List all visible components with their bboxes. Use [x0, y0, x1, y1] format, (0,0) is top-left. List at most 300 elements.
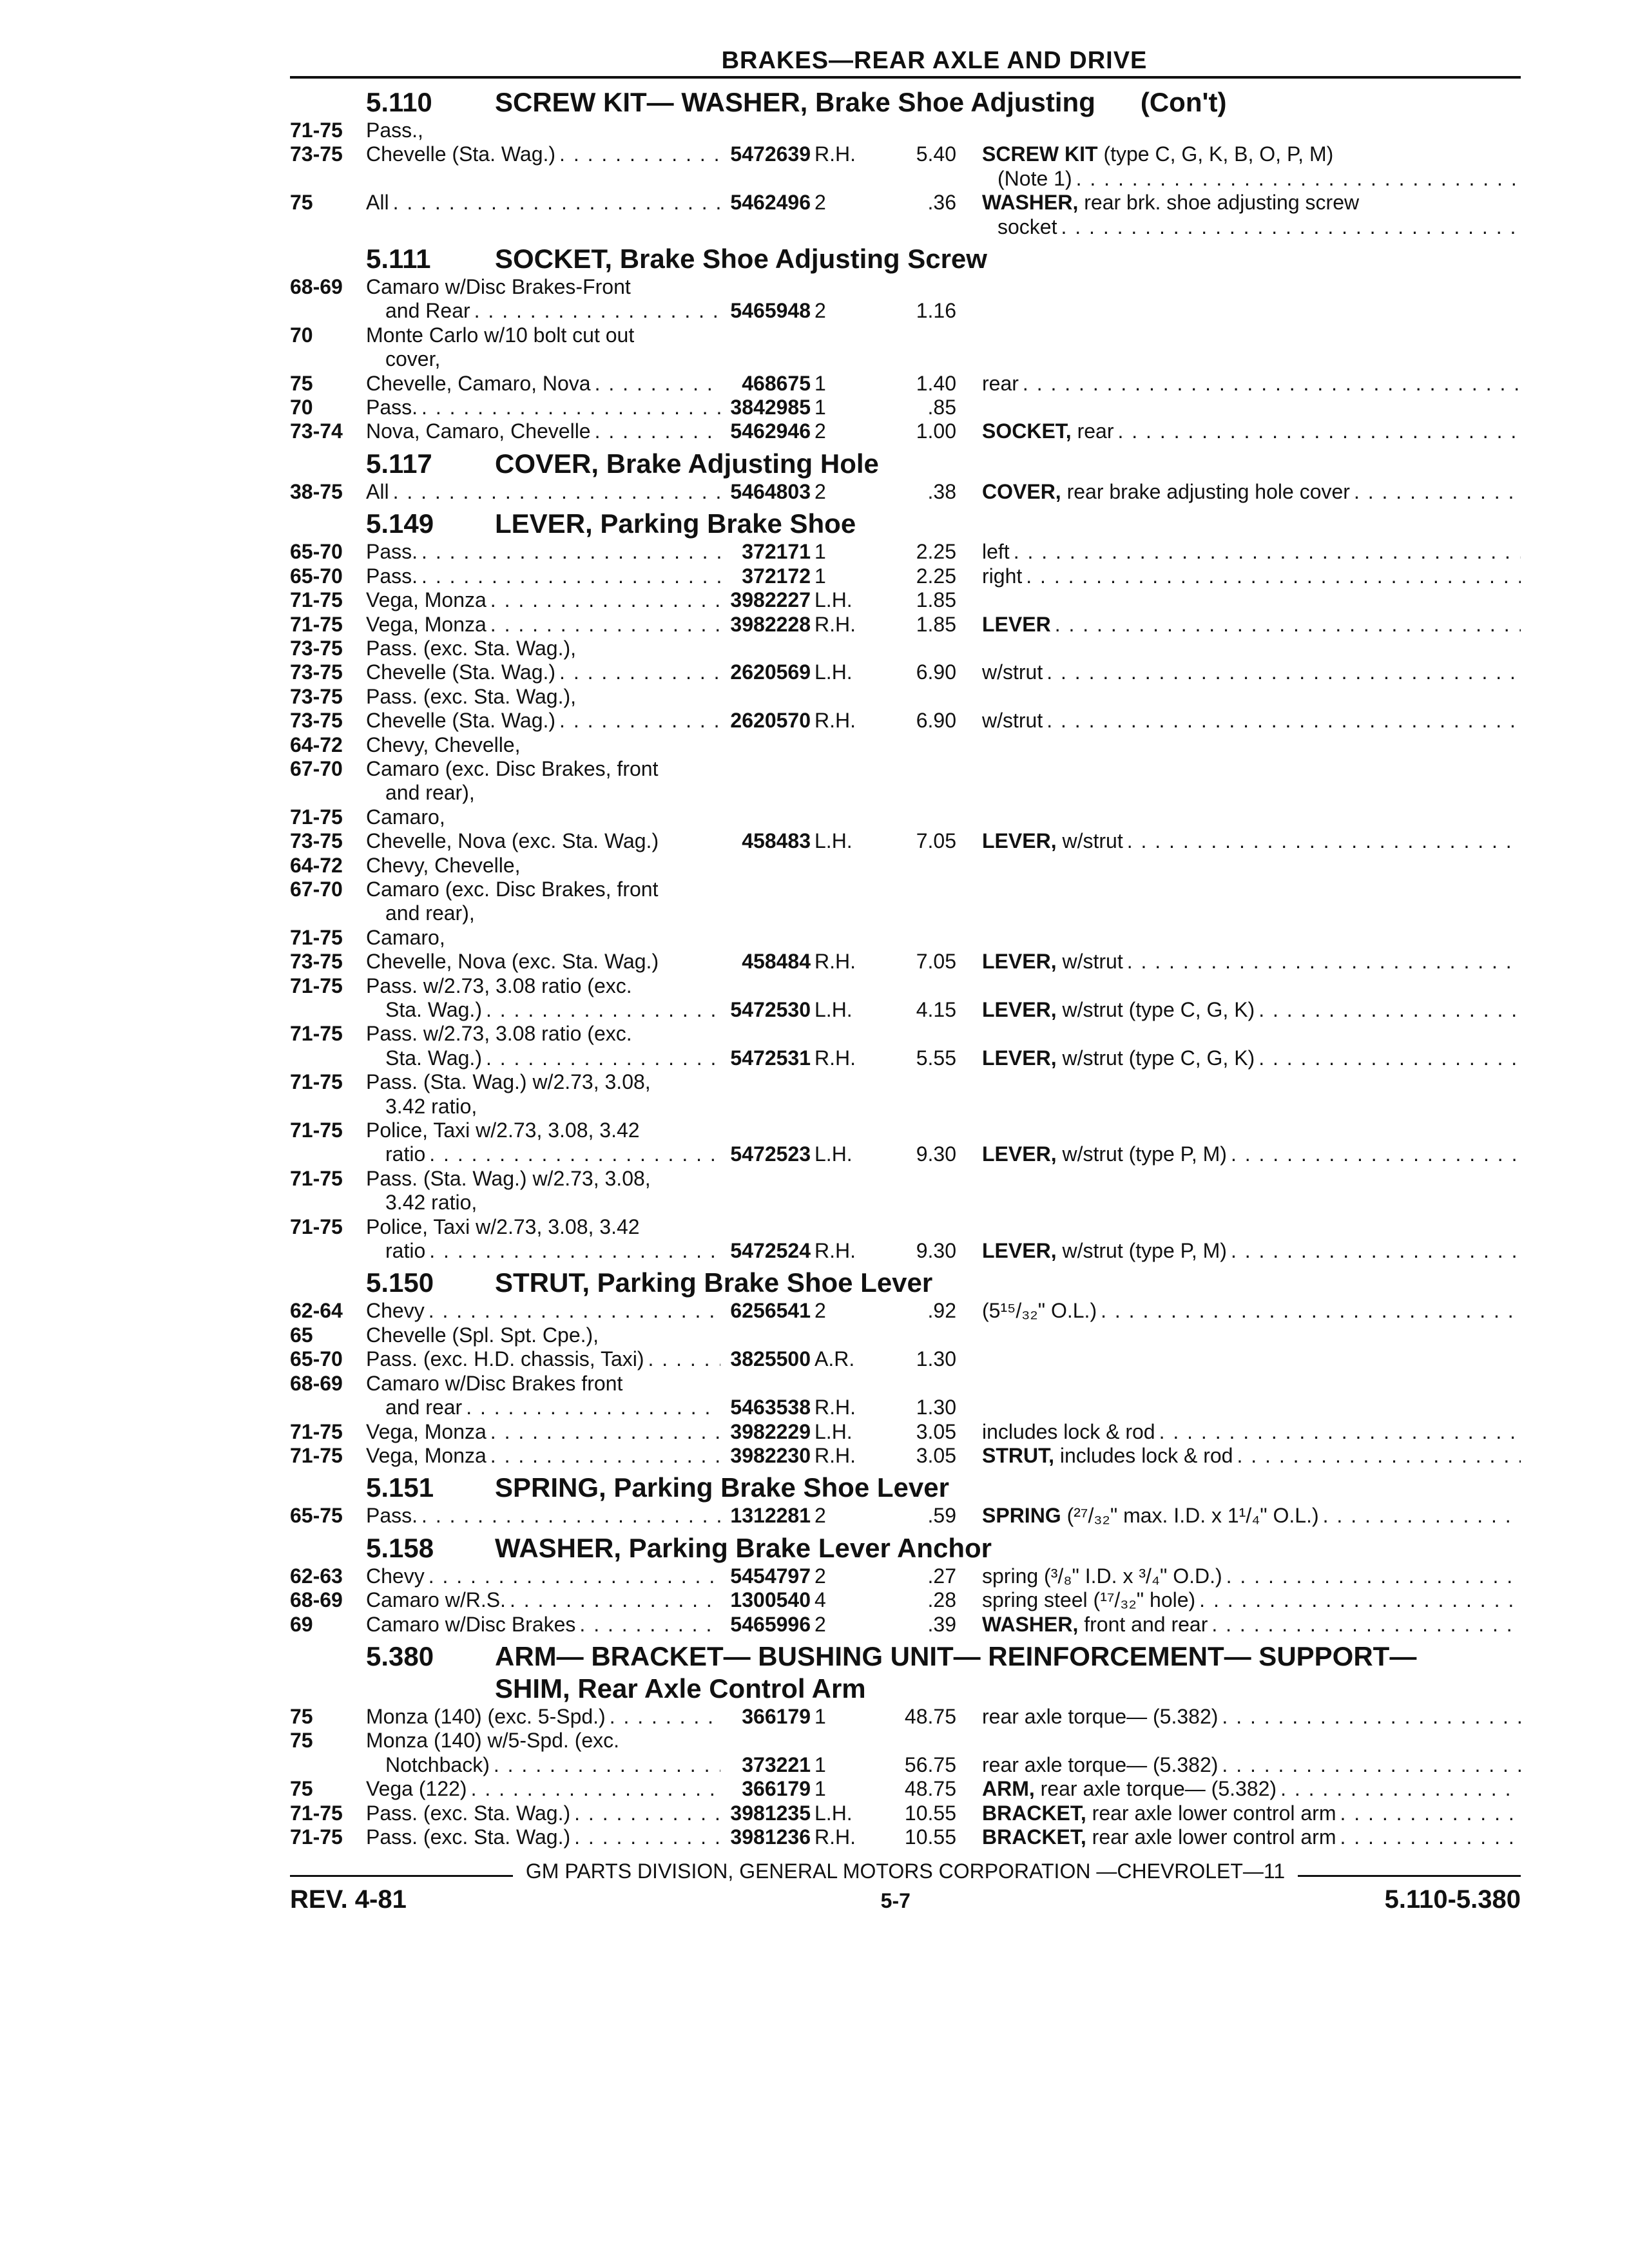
- table-row: [290, 613, 1521, 637]
- section-title: [290, 1532, 1521, 1564]
- application-text: Vega (122): [366, 1777, 467, 1801]
- price: .85: [927, 396, 956, 419]
- quantity: 1: [815, 1704, 826, 1728]
- table-row: [290, 733, 1521, 757]
- application-text: Monza (140) (exc. 5-Spd.): [366, 1704, 606, 1728]
- dot-leader: [1046, 660, 1521, 684]
- part-number: 5472530: [730, 998, 811, 1021]
- description-cell: [956, 215, 1521, 239]
- table-row: [290, 1022, 1521, 1046]
- dot-leader: [510, 1588, 720, 1612]
- section-number: 5.150: [366, 1267, 434, 1298]
- price: 3.05: [916, 1419, 956, 1443]
- model-years: 71-75: [290, 1215, 343, 1238]
- description-detail: w/strut: [982, 709, 1043, 733]
- dot-leader: [1237, 1444, 1521, 1468]
- application-text: Vega, Monza: [366, 588, 487, 612]
- application-cell: [366, 419, 720, 443]
- description-cell: [956, 998, 1521, 1022]
- price: 9.30: [916, 1239, 956, 1263]
- description-detail: (5¹⁵/₃₂" O.L.): [982, 1299, 1097, 1323]
- application-cell: [366, 1022, 720, 1046]
- description-cell: [956, 1420, 1521, 1444]
- dot-leader: [559, 709, 720, 733]
- application-text: Pass. (Sta. Wag.) w/2.73, 3.08,: [366, 1166, 651, 1190]
- quantity: 2: [815, 419, 826, 443]
- application-cell: [366, 1825, 720, 1849]
- application-text: Camaro (exc. Disc Brakes, front: [366, 877, 659, 901]
- description-cell: [956, 1802, 1521, 1825]
- section-number: 5.151: [366, 1472, 434, 1503]
- application-cell: [366, 1504, 720, 1528]
- description-part-name: LEVER,: [982, 1239, 1057, 1263]
- quantity: 2: [815, 1299, 826, 1323]
- model-years: 71-75: [290, 1443, 343, 1467]
- dot-leader: [421, 396, 720, 419]
- table-row: [290, 167, 1521, 191]
- price: 10.55: [904, 1801, 956, 1825]
- application-text: Camaro w/Disc Brakes-Front: [366, 275, 631, 299]
- part-number: 1312281: [730, 1504, 811, 1528]
- description-detail: left: [982, 540, 1010, 564]
- dot-leader: [1159, 1420, 1521, 1444]
- application-cell: [366, 1802, 720, 1825]
- part-number: 373221: [742, 1753, 811, 1776]
- dot-leader: [1354, 480, 1521, 504]
- table-row: [290, 1777, 1521, 1801]
- application-text: Chevy, Chevelle,: [366, 733, 521, 756]
- description-cell: [956, 1588, 1521, 1612]
- table-row: [290, 1142, 1521, 1166]
- description-detail: w/strut: [1056, 829, 1123, 853]
- description-text: [982, 1142, 1227, 1166]
- dot-leader: [421, 1504, 720, 1528]
- model-years: 71-75: [290, 1070, 343, 1094]
- section-heading: [495, 508, 1521, 540]
- part-number: 5472531: [730, 1046, 811, 1070]
- table-row: [290, 1191, 1521, 1215]
- quantity: 1: [815, 396, 826, 419]
- table-row: [290, 480, 1521, 504]
- table-row: [290, 685, 1521, 709]
- part-number: 458483: [742, 829, 811, 853]
- table-row: [290, 757, 1521, 781]
- model-years: 71-75: [290, 588, 343, 612]
- description-detail: w/strut (type P, M): [1056, 1239, 1227, 1263]
- application-cell: [366, 1372, 720, 1396]
- header-rule: [290, 76, 1521, 79]
- application-text: Vega, Monza: [366, 612, 487, 636]
- application-text: Pass. w/2.73, 3.08 ratio (exc.: [366, 1022, 632, 1046]
- application-cell: [366, 1215, 720, 1239]
- table-row: [290, 1588, 1521, 1612]
- section-heading: [495, 86, 1521, 119]
- dot-leader: [393, 191, 720, 215]
- price: 1.40: [916, 371, 956, 395]
- description-text: [982, 1705, 1218, 1729]
- model-years: 73-75: [290, 829, 343, 853]
- price: .27: [927, 1564, 956, 1588]
- application-cell: [366, 480, 720, 504]
- application-cell: [366, 926, 720, 950]
- model-years: 71-75: [290, 1166, 343, 1190]
- application-cell: [366, 119, 720, 142]
- model-years: 71-75: [290, 1022, 343, 1046]
- application-cell: [366, 1070, 720, 1094]
- description-part-name: LEVER,: [982, 829, 1057, 853]
- quantity: 1: [815, 1777, 826, 1801]
- description-text: [982, 215, 1057, 239]
- application-cell: [366, 372, 720, 396]
- model-years: 62-64: [290, 1299, 343, 1323]
- description-text: [982, 419, 1113, 443]
- description-detail: w/strut (type P, M): [1056, 1142, 1227, 1166]
- quantity: 1: [815, 371, 826, 395]
- description-cell: [956, 540, 1521, 564]
- dot-leader: [429, 1142, 720, 1166]
- section-number: 5.158: [366, 1532, 434, 1563]
- quantity: 2: [815, 1504, 826, 1528]
- dot-leader: [393, 480, 720, 504]
- model-years: 68-69: [290, 1588, 343, 1612]
- application-text: 3.42 ratio,: [385, 1191, 477, 1215]
- quantity: R.H.: [815, 1825, 856, 1849]
- application-text: Chevelle, Nova (exc. Sta. Wag.): [366, 950, 659, 974]
- description-text: [982, 1504, 1319, 1528]
- price: .39: [927, 1612, 956, 1636]
- part-number: 366179: [742, 1777, 811, 1801]
- application-cell: [366, 1705, 720, 1729]
- part-number: 3842985: [730, 396, 811, 419]
- section-number: 5.117: [366, 448, 432, 479]
- sections-container: [290, 86, 1521, 1849]
- quantity: L.H.: [815, 588, 853, 612]
- dot-leader: [1127, 829, 1521, 853]
- model-years: 67-70: [290, 877, 343, 901]
- application-text: Camaro w/R.S.: [366, 1588, 506, 1612]
- model-years: 71-75: [290, 612, 343, 636]
- description-cell: [956, 1239, 1521, 1263]
- part-number: 1300540: [730, 1588, 811, 1612]
- part-number: 3982228: [730, 612, 811, 636]
- section-heading: [495, 243, 1521, 275]
- description-detail: includes lock & rod: [1054, 1443, 1233, 1467]
- description-detail: right: [982, 564, 1023, 588]
- description-text: [982, 660, 1043, 684]
- application-text: Chevelle, Camaro, Nova: [366, 371, 591, 395]
- table-row: [290, 215, 1521, 239]
- application-cell: [366, 588, 720, 612]
- dot-leader: [474, 299, 720, 323]
- table-row: [290, 1239, 1521, 1263]
- description-cell: [956, 1613, 1521, 1637]
- dot-leader: [490, 588, 720, 612]
- table-row: [290, 1299, 1521, 1323]
- dot-leader: [595, 372, 720, 396]
- table-row: [290, 275, 1521, 299]
- dot-leader: [1211, 1613, 1521, 1637]
- section-heading-text: STRUT, Parking Brake Shoe Lever: [495, 1267, 933, 1298]
- dot-leader: [471, 1777, 720, 1801]
- application-text: Pass.: [366, 1504, 418, 1528]
- model-years: 70: [290, 323, 313, 347]
- part-number: 458484: [742, 950, 811, 974]
- description-cell: [956, 1777, 1521, 1801]
- description-text: [982, 998, 1255, 1022]
- part-number: 5464803: [730, 479, 811, 503]
- price: 10.55: [904, 1825, 956, 1849]
- description-part-name: LEVER,: [982, 950, 1057, 974]
- application-cell: [366, 1167, 720, 1191]
- table-row: [290, 1323, 1521, 1347]
- page-header-title: BRAKES—REAR AXLE AND DRIVE: [721, 47, 1148, 74]
- description-detail: rear axle torque— (5.382): [982, 1753, 1219, 1776]
- section-heading-text: WASHER, Parking Brake Lever Anchor: [495, 1532, 992, 1563]
- description-detail: rear: [982, 371, 1019, 395]
- model-years: 70: [290, 396, 313, 419]
- description-cell: [956, 1753, 1521, 1777]
- application-text: Camaro w/Disc Brakes: [366, 1612, 576, 1636]
- section-number: 5.380: [366, 1640, 434, 1671]
- dot-leader: [1117, 419, 1521, 443]
- part-number: 3982229: [730, 1419, 811, 1443]
- description-text: [982, 167, 1072, 191]
- application-text: Monza (140) w/5-Spd. (exc.: [366, 1729, 620, 1753]
- model-years: 71-75: [290, 925, 343, 949]
- application-cell: [366, 191, 720, 215]
- application-text: Camaro w/Disc Brakes front: [366, 1371, 623, 1395]
- price: 7.05: [916, 829, 956, 853]
- description-detail: (²⁷/₃₂" max. I.D. x 1¹/₄" O.L.): [1061, 1504, 1319, 1528]
- model-years: 73-75: [290, 709, 343, 733]
- part-number: 372172: [742, 564, 811, 588]
- price: 1.00: [916, 419, 956, 443]
- application-text: Chevelle (Sta. Wag.): [366, 660, 556, 684]
- table-row: [290, 1420, 1521, 1444]
- description-detail: w/strut: [1056, 950, 1123, 974]
- description-part-name: LEVER,: [982, 1142, 1057, 1166]
- description-text: [982, 1613, 1208, 1637]
- quantity: A.R.: [815, 1347, 855, 1371]
- application-cell: [366, 1323, 720, 1347]
- table-row: [290, 1504, 1521, 1528]
- model-years: 75: [290, 371, 313, 395]
- model-years: 71-75: [290, 1419, 343, 1443]
- application-text: ratio: [385, 1142, 426, 1166]
- section-heading-text: SPRING, Parking Brake Shoe Lever: [495, 1472, 949, 1503]
- section-heading-text: LEVER, Parking Brake Shoe: [495, 508, 856, 539]
- model-years: 71-75: [290, 1825, 343, 1849]
- section-title: [290, 1267, 1521, 1299]
- application-text: Sta. Wag.): [385, 1046, 482, 1070]
- section-title: [290, 86, 1521, 119]
- application-text: Camaro,: [366, 805, 445, 829]
- application-cell: [366, 1729, 720, 1753]
- description-part-name: STRUT,: [982, 1443, 1054, 1467]
- quantity: L.H.: [815, 660, 853, 684]
- application-text: Pass. w/2.73, 3.08 ratio (exc.: [366, 974, 632, 997]
- part-number: 366179: [742, 1704, 811, 1728]
- model-years: 73-75: [290, 950, 343, 974]
- section-heading: [495, 1640, 1521, 1705]
- price: .92: [927, 1299, 956, 1323]
- description-cell: [956, 709, 1521, 733]
- table-row: [290, 1372, 1521, 1396]
- description-detail: (Note 1): [998, 166, 1072, 190]
- dot-leader: [494, 1753, 720, 1777]
- model-years: 73-75: [290, 142, 343, 166]
- application-text: Monte Carlo w/10 bolt cut out: [366, 323, 635, 347]
- dot-leader: [486, 1046, 720, 1070]
- application-text: Pass.: [366, 540, 418, 564]
- application-text: Pass.,: [366, 119, 423, 142]
- application-text: Pass. (Sta. Wag.) w/2.73, 3.08,: [366, 1070, 651, 1094]
- description-part-name: LEVER: [982, 612, 1051, 636]
- model-years: 75: [290, 191, 313, 215]
- description-cell: [956, 660, 1521, 684]
- table-row: [290, 564, 1521, 588]
- model-years: 68-69: [290, 1371, 343, 1395]
- dot-leader: [1055, 613, 1521, 637]
- description-text: [982, 1046, 1255, 1070]
- footer-rule-right: [1298, 1875, 1521, 1877]
- model-years: 71-75: [290, 974, 343, 997]
- table-row: [290, 323, 1521, 347]
- application-text: Chevelle (Spl. Spt. Cpe.),: [366, 1323, 599, 1347]
- model-years: 75: [290, 1704, 313, 1728]
- application-text: Pass.: [366, 396, 418, 419]
- dot-leader: [1231, 1239, 1521, 1263]
- dot-leader: [1046, 709, 1521, 733]
- description-part-name: LEVER,: [982, 1046, 1057, 1070]
- dot-leader: [1026, 564, 1521, 588]
- dot-leader: [1280, 1777, 1521, 1801]
- description-cell: [956, 1504, 1521, 1528]
- model-years: 69: [290, 1612, 313, 1636]
- part-number: 3825500: [730, 1347, 811, 1371]
- table-row: [290, 372, 1521, 396]
- application-cell: [366, 1142, 720, 1166]
- table-row: [290, 1046, 1521, 1070]
- price: 56.75: [904, 1753, 956, 1776]
- price: 1.85: [916, 588, 956, 612]
- part-number: 3982227: [730, 588, 811, 612]
- table-row: [290, 119, 1521, 142]
- description-cell: [956, 1564, 1521, 1588]
- description-part-name: WASHER,: [982, 191, 1079, 215]
- model-years: 64-72: [290, 733, 343, 756]
- application-cell: [366, 1119, 720, 1142]
- description-detail: (type C, G, K, B, O, P, M): [1097, 142, 1334, 166]
- description-cell: [956, 142, 1521, 166]
- section-title: [290, 1472, 1521, 1504]
- application-cell: [366, 757, 720, 781]
- description-cell: [956, 1705, 1521, 1729]
- table-row: [290, 540, 1521, 564]
- table-row: [290, 1802, 1521, 1825]
- part-number: 3982230: [730, 1443, 811, 1467]
- price: 2.25: [916, 540, 956, 564]
- section-title: [290, 243, 1521, 275]
- section-heading-text: ARM— BRACKET— BUSHING UNIT— REINFORCEMENT— SUPPORT—: [495, 1640, 1417, 1671]
- price: 7.05: [916, 950, 956, 974]
- footer-revision: REV. 4-81: [290, 1885, 407, 1914]
- description-detail: front and rear: [1078, 1612, 1208, 1636]
- table-row: [290, 926, 1521, 950]
- quantity: R.H.: [815, 1443, 856, 1467]
- table-row: [290, 781, 1521, 805]
- part-number: 3981235: [730, 1801, 811, 1825]
- description-detail: w/strut (type C, G, K): [1056, 1046, 1255, 1070]
- section-heading-text: COVER, Brake Adjusting Hole: [495, 448, 879, 479]
- dot-leader: [1222, 1753, 1521, 1777]
- table-row: [290, 1095, 1521, 1119]
- application-cell: [366, 540, 720, 564]
- description-text: [982, 613, 1051, 637]
- application-cell: [366, 347, 720, 371]
- section-heading-text-2: SHIM, Rear Axle Control Arm: [495, 1673, 866, 1704]
- dot-leader: [490, 1420, 720, 1444]
- description-part-name: COVER,: [982, 479, 1061, 503]
- dot-leader: [610, 1705, 720, 1729]
- model-years: 71-75: [290, 1801, 343, 1825]
- description-detail: rear axle lower control arm: [1086, 1801, 1336, 1825]
- description-cell: [956, 1142, 1521, 1166]
- dot-leader: [579, 1613, 720, 1637]
- part-number: 5462946: [730, 419, 811, 443]
- application-cell: [366, 998, 720, 1022]
- application-text: Pass. (exc. Sta. Wag.),: [366, 636, 577, 660]
- description-text: [982, 142, 1333, 166]
- model-years: 71-75: [290, 1119, 343, 1142]
- table-row: [290, 419, 1521, 443]
- quantity: 4: [815, 1588, 826, 1612]
- description-cell: [956, 1825, 1521, 1849]
- part-number: 5454797: [730, 1564, 811, 1588]
- quantity: R.H.: [815, 950, 856, 974]
- table-row: [290, 998, 1521, 1022]
- application-cell: [366, 854, 720, 878]
- section-heading-text: SCREW KIT— WASHER, Brake Shoe Adjusting: [495, 87, 1095, 117]
- application-cell: [366, 685, 720, 709]
- description-part-name: SCREW KIT: [982, 142, 1098, 166]
- quantity: L.H.: [815, 998, 853, 1021]
- model-years: 73-75: [290, 636, 343, 660]
- quantity: L.H.: [815, 829, 853, 853]
- table-row: [290, 588, 1521, 612]
- table-row: [290, 901, 1521, 925]
- description-cell: [956, 1299, 1521, 1323]
- application-text: Chevelle (Sta. Wag.): [366, 709, 556, 733]
- description-text: [982, 564, 1022, 588]
- application-text: Pass. (exc. H.D. chassis, Taxi): [366, 1347, 644, 1371]
- footer-rule-left: [290, 1875, 513, 1877]
- application-cell: [366, 1564, 720, 1588]
- description-cell: [956, 191, 1521, 215]
- section-title: [290, 508, 1521, 540]
- application-text: Vega, Monza: [366, 1443, 487, 1467]
- section-continued: (Con't): [1140, 87, 1227, 117]
- table-row: [290, 396, 1521, 419]
- description-detail: rear axle torque— (5.382): [982, 1704, 1219, 1728]
- table-row: [290, 974, 1521, 998]
- table-row: [290, 1753, 1521, 1777]
- application-text: cover,: [385, 347, 441, 371]
- price: 48.75: [904, 1777, 956, 1801]
- part-number: 5472639: [730, 142, 811, 166]
- description-detail: spring (³/₈" I.D. x ³/₄" O.D.): [982, 1564, 1222, 1588]
- application-text: and rear),: [385, 781, 475, 805]
